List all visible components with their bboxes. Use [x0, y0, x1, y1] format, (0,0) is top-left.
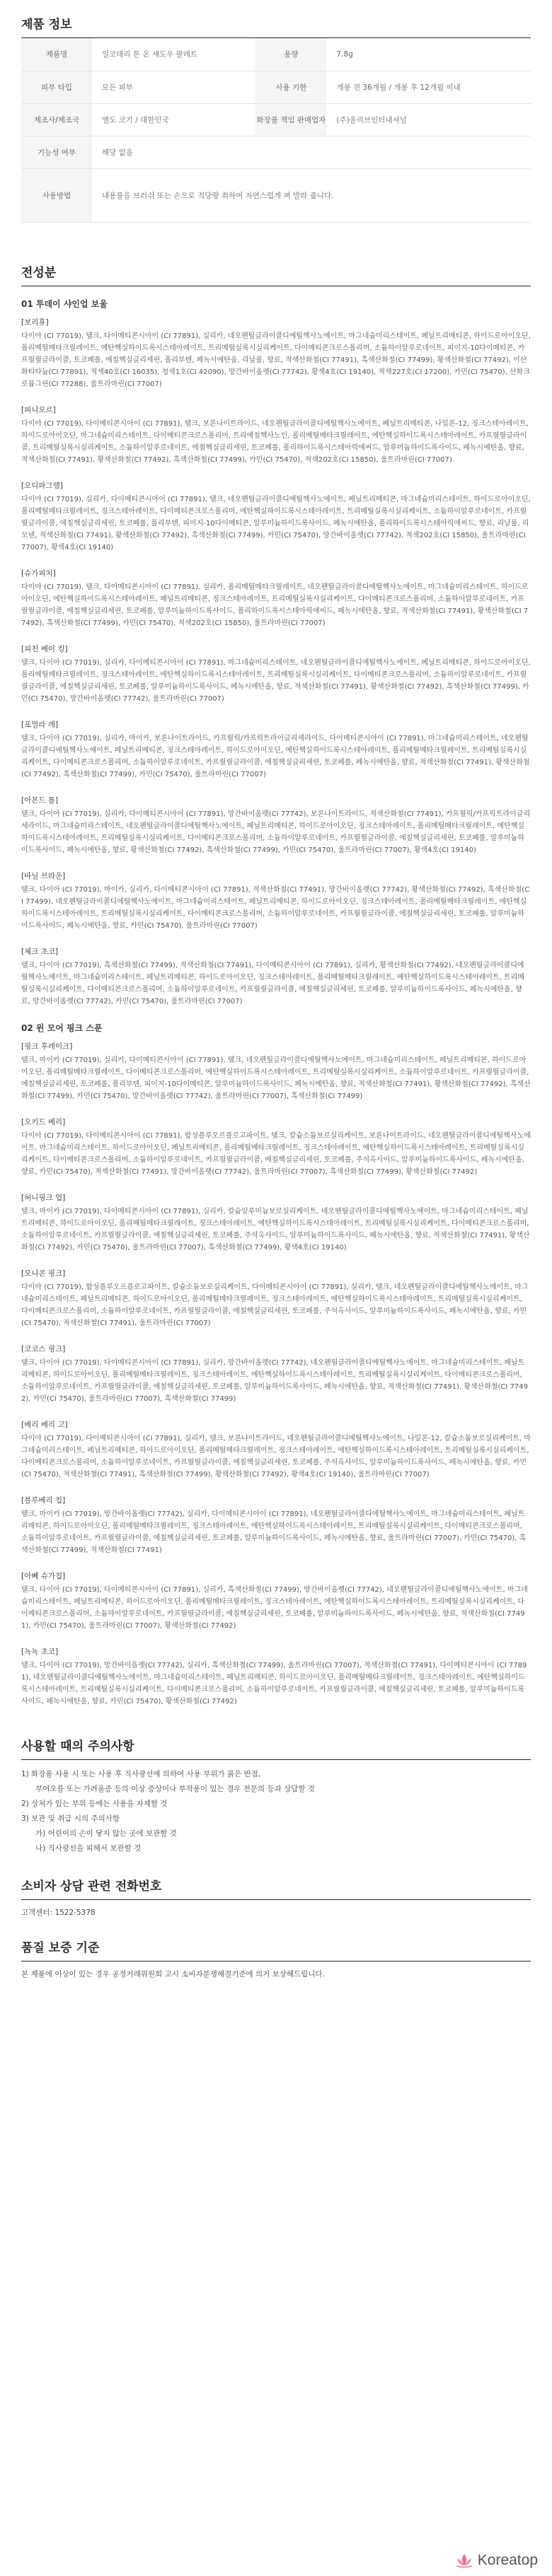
- info-row: [21, 71, 531, 103]
- ingredient-list: 탤크, 다이아 (CI 77019), 흑색산화철(CI 77499), 적색산화철(CI 77491), 다이메티콘시아이 (CI 77891), 실리카, 황색산화철(CI 77492), 네오펜틸글라이콜디에틸헥사노에이트, 마그네슘미리스테이트, 페닐트리메티콘, 하이드로아이오딘, 징크스테아레이트, 폴리메틸메타크릴레이트, 에탄헥실하이드록시스테아레이트, 트리메틸실록시실리케이트, 다이메티콘크로스폴리머, 소듐하이알루로네이트, 카프릴릴글라이콜, 에칠헥실글리세린, 토코페롤, 알루미늄하이드록사이드, 페녹시에탄올, 향료, 망간바이올렛(CI 77742), 카민(CI 75470), 울트라마린(CI 77007): [21, 961, 525, 1006]
- precaution-item: 나) 직사광선을 피해서 보관할 것: [35, 1843, 142, 1853]
- ingredient-block: [21, 317, 531, 390]
- shade-name: [아뻬 슈가칩]: [21, 1571, 66, 1580]
- info-row: [21, 136, 531, 168]
- shade-name: [피친 베이 킹]: [21, 644, 68, 653]
- ingredients-section: [21, 262, 531, 1708]
- shade-name: [아몬드 톨]: [21, 795, 59, 805]
- info-key: 제품명: [21, 38, 92, 71]
- info-key: 피부 타입: [21, 71, 92, 103]
- usage-text: 내용물을 브러쉬 또는 손으로 적당량 취하여 자연스럽게 펴 발라 줍니다.: [92, 168, 531, 222]
- ingredient-list: 탤크, 다이아 (CI 77019), 실리카, 다이메티콘시아이 (CI 77891), 마그네슘미리스테이트, 네오펜틸글라이콜디에틸헥사노에이트, 페닐트리메티콘, 하이드로아이오딘, 폴리메틸메타크릴레이트, 징크스테아레이트, 에탄헥실하이드록시스테아레이트, 트리메틸실록시실리케이트, 다이메티콘크로스폴리머, 소듐하이알루로네이트, 카프릴릴글라이콜, 에칠헥실글리세린, 토코페롤, 알루미늄하이드록사이드, 페녹시에탄올, 향료, 적색산화철(CI 77491), 황색산화철(CI 77492), 흑색산화철(CI 77499), 카민(CI 75470), 망간바이올렛(CI 77742), 울트라마린(CI 77007): [21, 658, 531, 703]
- ingredient-groups: [21, 298, 531, 1708]
- ingredient-block: [21, 795, 531, 856]
- consumer-title: 소비자 상담 관련 전화번호: [21, 1879, 162, 1894]
- info-value: 모든 피부: [92, 71, 255, 103]
- ingredient-list: 탤크, 마이카 (CI 77019), 다이메티콘시아이 (CI 77891), 실리카, 칼슘알루미늄보로실리케이트, 네오펜틸글라이콜디에틸헥사노에이트, 마그네슘미리스테이트, 페닐트리메티콘, 하이드로아이오딘, 폴리메틸메타크릴레이트, 징크스테아레이트, 에탄헥실하이드록시스테아레이트, 트리메틸실록시실리케이트, 다이메티콘크로스폴리머, 소듐하이알루로네이트, 카프릴릴글라이콜, 에칠헥실글리세린, 토코페롤, 주석옥사이드, 알루미늄하이드록사이드, 페녹시에탄올, 향료, 적색산화철(CI 77491), 황색산화철(CI 77492), 카민(CI 75470), 울트라마린(CI 77007), 흑색산화철(CI 77499), 황색4호(CI 19140): [21, 1207, 530, 1252]
- ingredient-list: 탤크, 다이아 (CI 77019), 마이카, 실리카, 다이메티콘시아이 (CI 77891), 적색산화철(CI 77491), 망간바이올렛(CI 77742), 황색산화철(CI 77492), 흑색산화철(CI 77499), 네오펜틸글라이콜디에틸헥사노에이트, 마그네슘미리스테이트, 페닐트리메티콘, 하이드로아이오딘, 징크스테아레이트, 폴리메틸메타크릴레이트, 에탄헥실하이드록시스테아레이트, 트리메틸실록시실리케이트, 다이메티콘크로스폴리머, 소듐하이알루로네이트, 카프릴릴글라이콜, 에칠헥실글리세린, 토코페롤, 알루미늄하이드록사이드, 페녹시에탄올, 향료, 카민(CI 75470), 울트라마린(CI 77007): [21, 885, 530, 930]
- precautions-title: 사용할 때의 주의사항: [21, 1739, 134, 1754]
- quality-text: 본 제품에 이상이 있는 경우 공정거래위원회 고시 소비자분쟁해결기준에 의거 보상해드립니다.: [21, 1969, 325, 1978]
- shade-name: [베리 베리 고]: [21, 1420, 68, 1429]
- ingredient-block: [21, 1117, 531, 1178]
- shade-name: [체크 초코]: [21, 947, 59, 956]
- ingredient-block: [21, 719, 531, 781]
- section-divider: [21, 1759, 531, 1760]
- ingredient-list: 다이아 (CI 77019), 다이메티콘시아이 (CI 77891), 합성플루오르플로고파이트, 탤크, 칼슘소듐보로실리케이트, 보론나이트라이드, 네오펜틸글라이콜디에틸헥사노에이트, 마그네슘미리스테이트, 하이드로아이오딘, 페닐트리메티콘, 폴리메틸메타크릴레이트, 징크스테아레이트, 에탄헥실하이드록시스테아레이트, 트리메틸실록시실리케이트, 다이메티콘크로스폴리머, 소듐하이알루로네이트, 카프릴릴글라이콜, 에칠헥실글리세린, 토코페롤, 주석옥사이드, 알루미늄하이드록사이드, 페녹시에탄올, 향료, 카민(CI 75470), 적색산화철(CI 77491), 망간바이올렛(CI 77742), 울트라마린(CI 77007), 흑색산화철(CI 77499), 황색산화철(CI 77492): [21, 1131, 531, 1176]
- info-value: 엘도 코기 / 대한민국: [92, 103, 255, 136]
- info-value: 일코데리 톤 온 섀도우 팔레트: [92, 38, 255, 71]
- shade-name: [슈가피치]: [21, 569, 56, 578]
- ingredient-block: [21, 1268, 531, 1329]
- shade-name: [코코스 핑크]: [21, 1344, 66, 1353]
- ingredient-list: 다이아 (CI 77019), 합성플루오르플로고파이트, 칼슘소듐보로실리케이트, 다이메티콘시아이 (CI 77891), 실리카, 탤크, 네오펜틸글라이콜디에틸헥사노에이트, 마그네슘미리스테이트, 페닐트리메티콘, 하이드로아이오딘, 폴리메틸메타크릴레이트, 징크스테아레이트, 에탄헥실하이드록시스테아레이트, 트리메틸실록시실리케이트, 다이메티콘크로스폴리머, 소듐하이알루로네이트, 카프릴릴글라이콜, 에칠헥실글리세린, 토코페롤, 주석옥사이드, 알루미늄하이드록사이드, 페녹시에탄올, 향료, 카민(CI 75470), 적색산화철(CI 77491), 울트라마린(CI 77007): [21, 1283, 529, 1327]
- ingredient-list: 탤크, 다이아 (CI 77019), 망간바이올렛(CI 77742), 실리카, 흑색산화철(CI 77499), 울트라마린(CI 77007), 적색산화철(CI 77491), 다이메티콘시아이 (CI 77891), 네오펜틸글라이콜디에틸헥사노에이트, 마그네슘미리스테이트, 페닐트리메티콘, 하이드로아이오딘, 폴리메틸메타크릴레이트, 징크스테아레이트, 에탄헥실하이드록시스테아레이트, 트리메틸실록시실리케이트, 다이메티콘크로스폴리머, 소듐하이알루로네이트, 카프릴릴글라이콜, 에칠헥실글리세린, 토코페롤, 알루미늄하이드록사이드, 페녹시에탄올, 향료, 카민(CI 75470), 황색산화철(CI 77492): [21, 1661, 527, 1706]
- ingredient-block: [21, 1041, 531, 1102]
- ingredient-block: [21, 480, 531, 554]
- info-key: 사용 기한: [255, 71, 326, 103]
- ingredient-list: 탤크, 마이카 (CI 77019), 망간바이올렛(CI 77742), 실리카, 다이메티콘시아이 (CI 77891), 네오펜틸글라이콜디에틸헥사노에이트, 마그네슘미리스테이트, 페닐트리메티콘, 하이드로아이오딘, 폴리메틸메타크릴레이트, 징크스테아레이트, 에탄헥실하이드록시스테아레이트, 트리메틸실록시실리케이트, 다이메티콘크로스폴리머, 소듐하이알루로네이트, 카프릴릴글라이콜, 에칠헥실글리세린, 토코페롤, 알루미늄하이드록사이드, 페녹시에탄올, 향료, 울트라마린(CI 77007), 카민(CI 75470), 흑색산화철(CI 77499), 적색산화철(CI 77491): [21, 1510, 527, 1554]
- shade-name: [녹녹 초코]: [21, 1647, 59, 1656]
- shade-name: [보리휴]: [21, 317, 49, 327]
- ingredient-block: [21, 870, 531, 932]
- info-value: 해당 없음: [92, 136, 531, 168]
- lotus-icon: [455, 2553, 473, 2568]
- quality-section: [21, 1937, 531, 1979]
- ingredient-block: [21, 1495, 531, 1556]
- shade-name: [핑크 후레이크]: [21, 1042, 73, 1051]
- precautions-list: [21, 1767, 531, 1856]
- precaution-item: 3) 보관 및 취급 시의 주의사항: [21, 1814, 120, 1823]
- ingredient-list: 다이아 (CI 77019), 실리카, 다이메티콘시아이 (CI 77891), 탤크, 네오펜틸글라이콜디에틸헥사노에이트, 페닐트리메티콘, 마그네슘미리스테이트, 하이드로아이오딘, 폴리메틸메타크릴레이트, 징크스테아레이트, 다이메티콘크로스폴리머, 에탄헥실하이드록시스테아레이트, 트리메틸실록시실리케이트, 소듐하이알루로네이트, 카프릴릴글라이콜, 에칠헥실글리세린, 토코페롤, 폴리부텐, 피이지-10다이메티콘, 알루미늄하이드록사이드, 페녹시에탄올, 폴리하이드록시스테아릭애씨드, 향료, 리날룰, 리모넨, 적색산화철(CI 77491), 황색산화철(CI 77492), 흑색산화철(CI 77499), 카민(CI 75470), 망간바이올렛(CI 77742), 적색202호(CI 15850), 울트라마린(CI 77007), 황색4호(CI 19140): [21, 495, 531, 552]
- consumer-section: [21, 1876, 531, 1918]
- ingredient-block: [21, 1570, 531, 1632]
- shade-name: [허니핑크 업]: [21, 1193, 66, 1202]
- brand-name: Koreatop: [477, 2552, 538, 2568]
- ingredient-group-title: 01 투데이 샤인업 보울: [21, 298, 108, 309]
- ingredient-list: 탤크, 다이아 (CI 77019), 실리카, 마이카, 보론나이트라이드, 카프릴릭/카프릭트라이글리세라이드, 다이메티콘시아이 (CI 77891), 마그네슘미리스테이트, 네오펜틸글라이콜디에틸헥사노에이트, 페닐트리메티콘, 징크스테아레이트, 하이드로아이오딘, 에탄헥실하이드록시스테아레이트, 폴리메틸메타크릴레이트, 트리메틸실록시실리케이트, 다이메티콘크로스폴리머, 소듐하이알루로네이트, 카프릴릴글라이콜, 에칠헥실글리세린, 토코페롤, 페녹시에탄올, 향료, 적색산화철(CI 77491), 황색산화철(CI 77492), 흑색산화철(CI 77499), 카민(CI 75470), 울트라마린(CI 77007): [21, 734, 530, 779]
- precaution-item: 2) 상처가 있는 부위 등에는 사용을 자제할 것: [21, 1799, 168, 1808]
- precautions-section: [21, 1736, 531, 1856]
- ingredient-block: [21, 1192, 531, 1254]
- ingredient-block: [21, 1344, 531, 1405]
- ingredient-list: 다이아 (CI 77019), 다이메티콘시아이 (CI 77891), 실리카, 탤크, 보론나이트라이드, 네오펜틸글라이콜디에틸헥사노에이트, 나일론-12, 칼슘소듐보로실리케이트, 마그네슘미리스테이트, 페닐트리메티콘, 하이드로아이오딘, 폴리메틸메타크릴레이트, 징크스테아레이트, 에탄헥실하이드록시스테아레이트, 트리메틸실록시실리케이트, 다이메티콘크로스폴리머, 소듐하이알루로네이트, 카프릴릴글라이콜, 에칠헥실글리세린, 토코페롤, 주석옥사이드, 알루미늄하이드록사이드, 페녹시에탄올, 향료, 카민(CI 75470), 적색산화철(CI 77491), 흑색산화철(CI 77499), 황색산화철(CI 77492), 황색4호(CI 19140), 울트라마린(CI 77007): [21, 1434, 531, 1479]
- ingredients-title: 전성분: [21, 265, 57, 280]
- precaution-item: 부어오름 또는 가려움증 등의 이상 증상이나 부작용이 있는 경우 전문의 등과 상담할 것: [35, 1784, 316, 1793]
- ingredient-block: [21, 1646, 531, 1708]
- info-row: [21, 38, 531, 71]
- ingredient-block: [21, 643, 531, 705]
- info-key: 화장품 책임 판매업자: [255, 103, 326, 136]
- ingredient-list: 다이아 (CI 77019), 다이메티콘시아이 (CI 77891), 탤크, 보론나이트라이드, 네오펜틸글라이콜디에틸헥사노에이트, 페닐트리메티콘, 나일론-12, 징크스테아레이트, 하이드로아이오딘, 마그네슘미리스테이트, 다이메티콘크로스폴리머, 트리에칠헥사노인, 폴리메틸메타크릴레이트, 에탄헥실하이드록시스테아레이트, 카프릴릴글라이콜, 트리메틸실록시실리케이트, 소듐하이알루로네이트, 에칠헥실글리세린, 토코페롤, 폴리하이드록시스테아릭애씨드, 알루미늄하이드록사이드, 페녹시에탄올, 향료, 적색산화철(CI 77491), 황색산화철(CI 77492), 흑색산화철(CI 77499), 카민(CI 75470), 적색202호(CI 15850), 울트라마린(CI 77007): [21, 419, 529, 464]
- ingredient-block: [21, 1419, 531, 1481]
- precaution-item: 1) 화장품 사용 시 또는 사용 후 직사광선에 의하여 사용 부위가 붉은 반점,: [21, 1769, 261, 1778]
- precaution-item: 가) 어린이의 손이 닿지 않는 곳에 보관할 것: [35, 1829, 177, 1838]
- info-key: 기능성 여부: [21, 136, 92, 168]
- ingredient-list: 탤크, 다이아 (CI 77019), 다이메티콘시아이 (CI 77891), 실리카, 망간바이올렛(CI 77742), 네오펜틸글라이콜디에틸헥사노에이트, 마그네슘미리스테이트, 페닐트리메티콘, 하이드로아이오딘, 폴리메틸메타크릴레이트, 징크스테아레이트, 에탄헥실하이드록시스테아레이트, 트리메틸실록시실리케이트, 다이메티콘크로스폴리머, 소듐하이알루로네이트, 카프릴릴글라이콜, 에칠헥실글리세린, 토코페롤, 알루미늄하이드록사이드, 페녹시에탄올, 향료, 적색산화철(CI 77491), 황색산화철(CI 77492), 카민(CI 75470), 울트라마린(CI 77007), 흑색산화철(CI 77499): [21, 1358, 528, 1403]
- ingredient-list: 탤크, 다이아 (CI 77019), 다이메티콘시아이 (CI 77891), 실리카, 흑색산화철(CI 77499), 망간바이올렛(CI 77742), 네오펜틸글라이콜디에틸헥사노에이트, 마그네슘미리스테이트, 페닐트리메티콘, 하이드로아이오딘, 폴리메틸메타크릴레이트, 징크스테아레이트, 에탄헥실하이드록시스테아레이트, 트리메틸실록시실리케이트, 다이메티콘크로스폴리머, 소듐하이알루로네이트, 카프릴릴글라이콜, 에칠헥실글리세린, 토코페롤, 알루미늄하이드록사이드, 페녹시에탄올, 향료, 적색산화철(CI 77491), 카민(CI 75470), 울트라마린(CI 77007), 황색산화철(CI 77492): [21, 1585, 528, 1630]
- ingredient-block: [21, 568, 531, 629]
- shade-name: [오디파그램]: [21, 481, 63, 490]
- shade-name: [블루베리 칩]: [21, 1496, 66, 1505]
- section-divider: [21, 1961, 531, 1962]
- product-info-table: [21, 38, 531, 223]
- consumer-phone: 고객센터: 1522-5378: [21, 1908, 96, 1917]
- info-row-usage: [21, 168, 531, 222]
- info-row: [21, 103, 531, 136]
- ingredient-list: 다이아 (CI 77019), 탤크, 다이메티콘시아이 (CI 77891), 실리카, 폴리메틸메타크릴레이트, 네오펜틸글라이콜디에틸헥사노에이트, 마그네슘미리스테이트, 하이드로아이오딘, 에탄헥실하이드록시스테아레이트, 페닐트리메티콘, 징크스테아레이트, 트리메틸실록시실리케이트, 다이메티콘크로스폴리머, 소듐하이알루로네이트, 카프릴릴글라이콜, 에칠헥실글리세린, 토코페롤, 알루미늄하이드록사이드, 폴리하이드록시스테아릭애씨드, 페녹시에탄올, 향료, 적색산화철(CI 77491), 황색산화철(CI 77492), 흑색산화철(CI 77499), 카민(CI 75470), 적색202호(CI 15850), 울트라마린(CI 77007): [21, 583, 529, 627]
- info-value: (주)올리브인터내셔널: [326, 103, 531, 136]
- section-divider: [21, 1899, 531, 1900]
- ingredient-list: 탤크, 마이카 (CI 77019), 실리카, 다이메티콘시아이 (CI 77891), 탤크, 네오펜틸글라이콜디에틸헥사노에이트, 마그네슘미리스테이트, 페닐트리메티콘, 하이드로아이오딘, 폴리메틸메타크릴레이트, 다이메티콘크로스폴리머, 에탄헥실하이드록시스테아레이트, 트리메틸실록시실리케이트, 소듐하이알루로네이트, 카프릴릴글라이콜, 에칠헥실글리세린, 토코페롤, 폴리부텐, 피이지-10다이메티콘, 알루미늄하이드록사이드, 페녹시에탄올, 향료, 적색산화철(CI 77491), 황색산화철(CI 77492), 흑색산화철(CI 77499), 카민(CI 75470), 망간바이올렛(CI 77742), 울트라마린(CI 77007), 흑색산화철(CI 77499): [21, 1056, 531, 1100]
- shade-name: [오키드 베리]: [21, 1117, 66, 1126]
- quality-title: 품질 보증 기준: [21, 1940, 100, 1955]
- shade-name: [피니모르]: [21, 405, 56, 414]
- shade-name: [바닐 브라운]: [21, 871, 66, 880]
- info-key: 용량: [255, 38, 326, 71]
- info-value: 7.8g: [326, 38, 531, 71]
- info-key: 사용방법: [21, 168, 92, 222]
- info-value: 개봉 전 36개월 / 개봉 후 12개월 이내: [326, 71, 531, 103]
- ingredient-block: [21, 404, 531, 466]
- shade-name: [포멀라 레]: [21, 720, 59, 729]
- ingredient-list: 탤크, 다이아 (CI 77019), 실리카, 다이메티콘시아이 (CI 77891), 망간바이올렛(CI 77742), 보론나이트라이드, 적색산화철(CI 77491), 카프릴릭/카프릭트라이글리세라이드, 마그네슘미리스테이트, 네오펜틸글라이콜디에틸헥사노에이트, 페닐트리메티콘, 하이드로아이오딘, 징크스테아레이트, 폴리메틸메타크릴레이트, 에탄헥실하이드록시스테아레이트, 트리메틸실록시실리케이트, 다이메티콘크로스폴리머, 소듐하이알루로네이트, 카프릴릴글라이콜, 에칠헥실글리세린, 토코페롤, 알루미늄하이드록사이드, 페녹시에탄올, 향료, 황색산화철(CI 77492), 흑색산화철(CI 77499), 카민(CI 75470), 울트라마린(CI 77007), 황색4호(CI 19140): [21, 810, 531, 854]
- ingredient-block: [21, 946, 531, 1008]
- product-info-title: 제품 정보: [21, 18, 72, 32]
- info-key: 제조사/제조국: [21, 103, 92, 136]
- ingredient-group-title: 02 윈 모어 핑크 스푼: [21, 1022, 103, 1033]
- brand-logo: [455, 2552, 538, 2569]
- ingredient-list: 다이아 (CI 77019), 탤크, 다이메티콘시아이 (CI 77891), 실리카, 네오펜틸글라이콜디에틸헥사노에이트, 마그네슘미리스테이트, 페닐트리메티콘, 하이드로아이오딘, 폴리메틸메타크릴레이트, 에탄헥실하이드록시스테아레이트, 트리메틸실록시실리케이트, 다이메티콘크로스폴리머, 소듐하이알루로네이트, 피이지-10다이메티콘, 카프릴릴글라이콜, 토코페롤, 에칠헥실글리세린, 폴리부텐, 페녹시에탄올, 리날룰, 향료, 적색산화철(CI 77491), 흑색산화철(CI 77499), 황색산화철(CI 77492), 이산화티타늄(CI 77891), 적색40호(CI 16035), 청색1호(CI 42090), 망간바이올렛(CI 77742), 황색4호(CI 19140), 적색227호(CI 17200), 카민(CI 75470), 산화크로뮴그린(CI 77288), 울트라마린(CI 77007): [21, 332, 531, 388]
- product-info-section: [21, 14, 531, 223]
- shade-name: [모니콘 핑크]: [21, 1269, 66, 1278]
